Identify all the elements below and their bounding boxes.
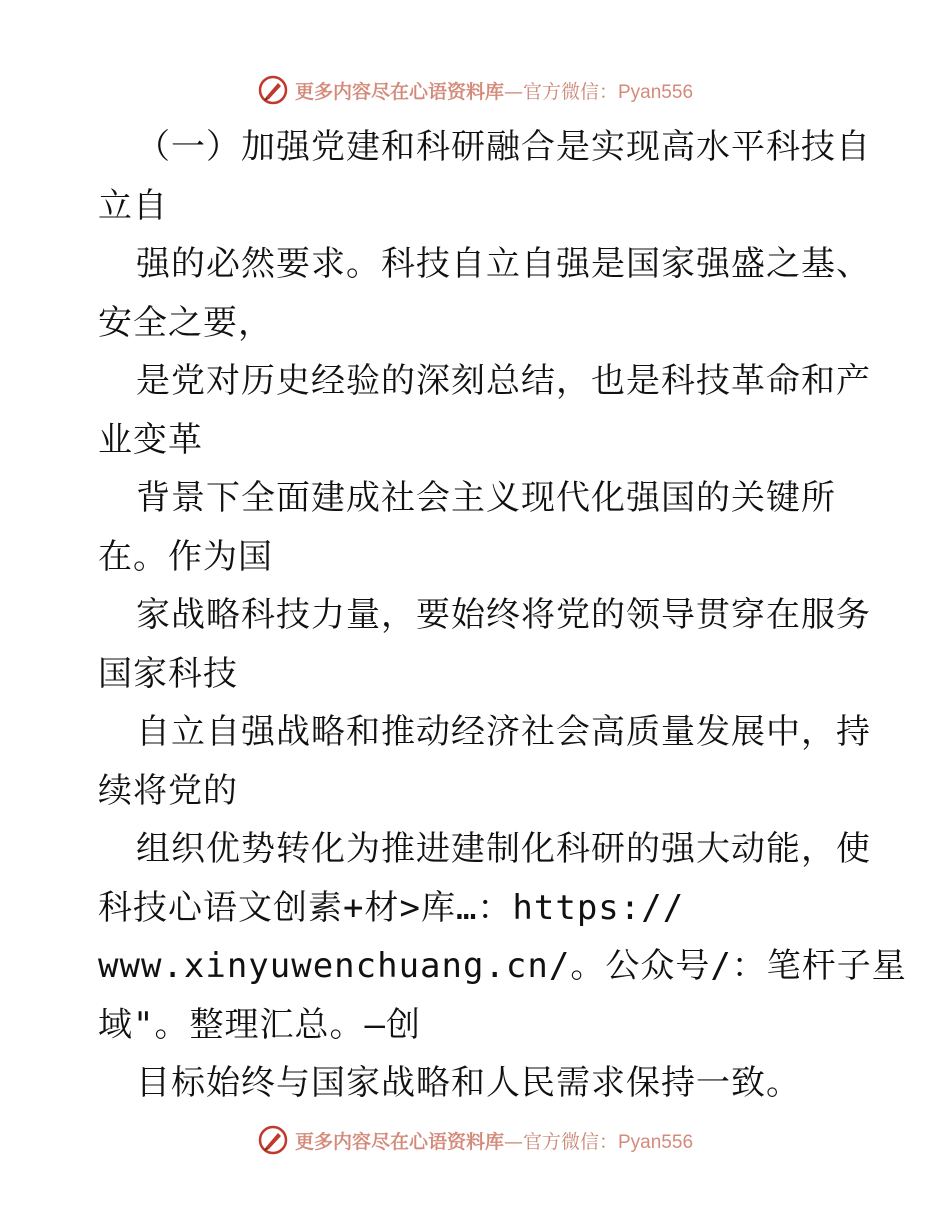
doc-line: 自立自强战略和推动经济社会高质量发展中，持 — [136, 712, 871, 752]
document-body — [98, 118, 907, 1113]
doc-line: 在。作为国 — [98, 536, 273, 577]
banner-wechat-id: Pyan556 — [618, 1131, 694, 1153]
header-watermark-banner — [0, 72, 950, 108]
doc-line: 强的必然要求。科技自立自强是国家强盛之基、 — [136, 244, 871, 284]
doc-line: 家战略科技力量，要始终将党的领导贯穿在服务 — [136, 595, 871, 635]
doc-line: （一）加强党建和科研融合是实现高水平科技自 — [136, 127, 871, 167]
doc-line: 科技心语文创素+材>库…：https:// — [98, 887, 685, 928]
pen-logo-icon — [257, 1124, 289, 1156]
doc-line: 国家科技 — [98, 653, 238, 694]
doc-line: 背景下全面建成社会主义现代化强国的关键所 — [136, 478, 836, 518]
doc-line: www.xinyuwenchuang.cn/。公众号/：笔杆子星 — [98, 946, 907, 986]
banner-dash: — — [503, 80, 523, 103]
banner-dash: — — [503, 1130, 523, 1153]
doc-line: 组织优势转化为推进建制化科研的强大动能，使 — [136, 829, 871, 869]
banner-text — [295, 1127, 693, 1154]
doc-line: 业变革 — [98, 419, 203, 460]
banner-wechat-id: Pyan556 — [618, 81, 694, 103]
banner-wechat-label: 官方微信： — [522, 1130, 618, 1153]
banner-text — [295, 77, 693, 104]
doc-line: 是党对历史经验的深刻总结，也是科技革命和产 — [136, 361, 871, 401]
doc-line: 域"。整理汇总。—创 — [98, 1004, 421, 1045]
banner-wechat-label: 官方微信： — [522, 80, 618, 103]
doc-line: 立自 — [98, 185, 168, 226]
doc-line: 续将党的 — [98, 770, 238, 811]
pen-logo-icon — [257, 74, 289, 106]
doc-line: 安全之要， — [98, 302, 273, 343]
doc-line: 目标始终与国家战略和人民需求保持一致。 — [136, 1063, 801, 1103]
banner-site-text: 更多内容尽在心语资料库 — [294, 80, 504, 103]
banner-site-text: 更多内容尽在心语资料库 — [294, 1130, 504, 1153]
footer-watermark-banner — [0, 1122, 950, 1158]
